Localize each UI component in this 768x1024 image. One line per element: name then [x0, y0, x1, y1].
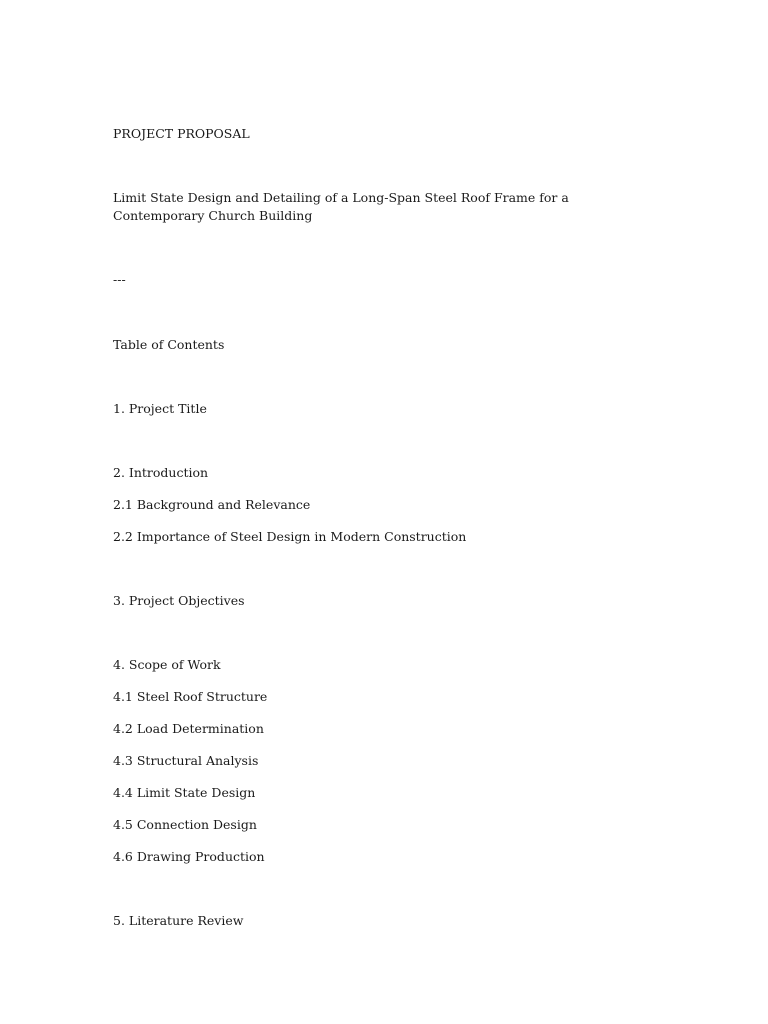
project-title: Limit State Design and Detailing of a Long-Span Steel Roof Frame for a Contemporary Church Building — [113, 190, 569, 223]
toc-item-scope: 4. Scope of Work — [113, 657, 221, 672]
toc-item-load: 4.2 Load Determination — [113, 721, 264, 736]
toc-item-connection: 4.5 Connection Design — [113, 817, 257, 832]
toc-item-analysis: 4.3 Structural Analysis — [113, 753, 259, 768]
toc-item-steel-roof: 4.1 Steel Roof Structure — [113, 689, 268, 704]
separator: --- — [113, 272, 126, 287]
toc-item-drawing: 4.6 Drawing Production — [113, 849, 265, 864]
toc-item-introduction: 2. Introduction — [113, 465, 209, 480]
toc-item-objectives: 3. Project Objectives — [113, 593, 245, 608]
document-heading: PROJECT PROPOSAL — [113, 126, 250, 141]
toc-item-limit-state: 4.4 Limit State Design — [113, 785, 256, 800]
toc-item-literature: 5. Literature Review — [113, 913, 244, 928]
toc-item-background: 2.1 Background and Relevance — [113, 497, 311, 512]
toc-heading: Table of Contents — [113, 337, 225, 352]
toc-item-project-title: 1. Project Title — [113, 401, 207, 416]
toc-item-importance: 2.2 Importance of Steel Design in Modern Construction — [113, 529, 467, 544]
